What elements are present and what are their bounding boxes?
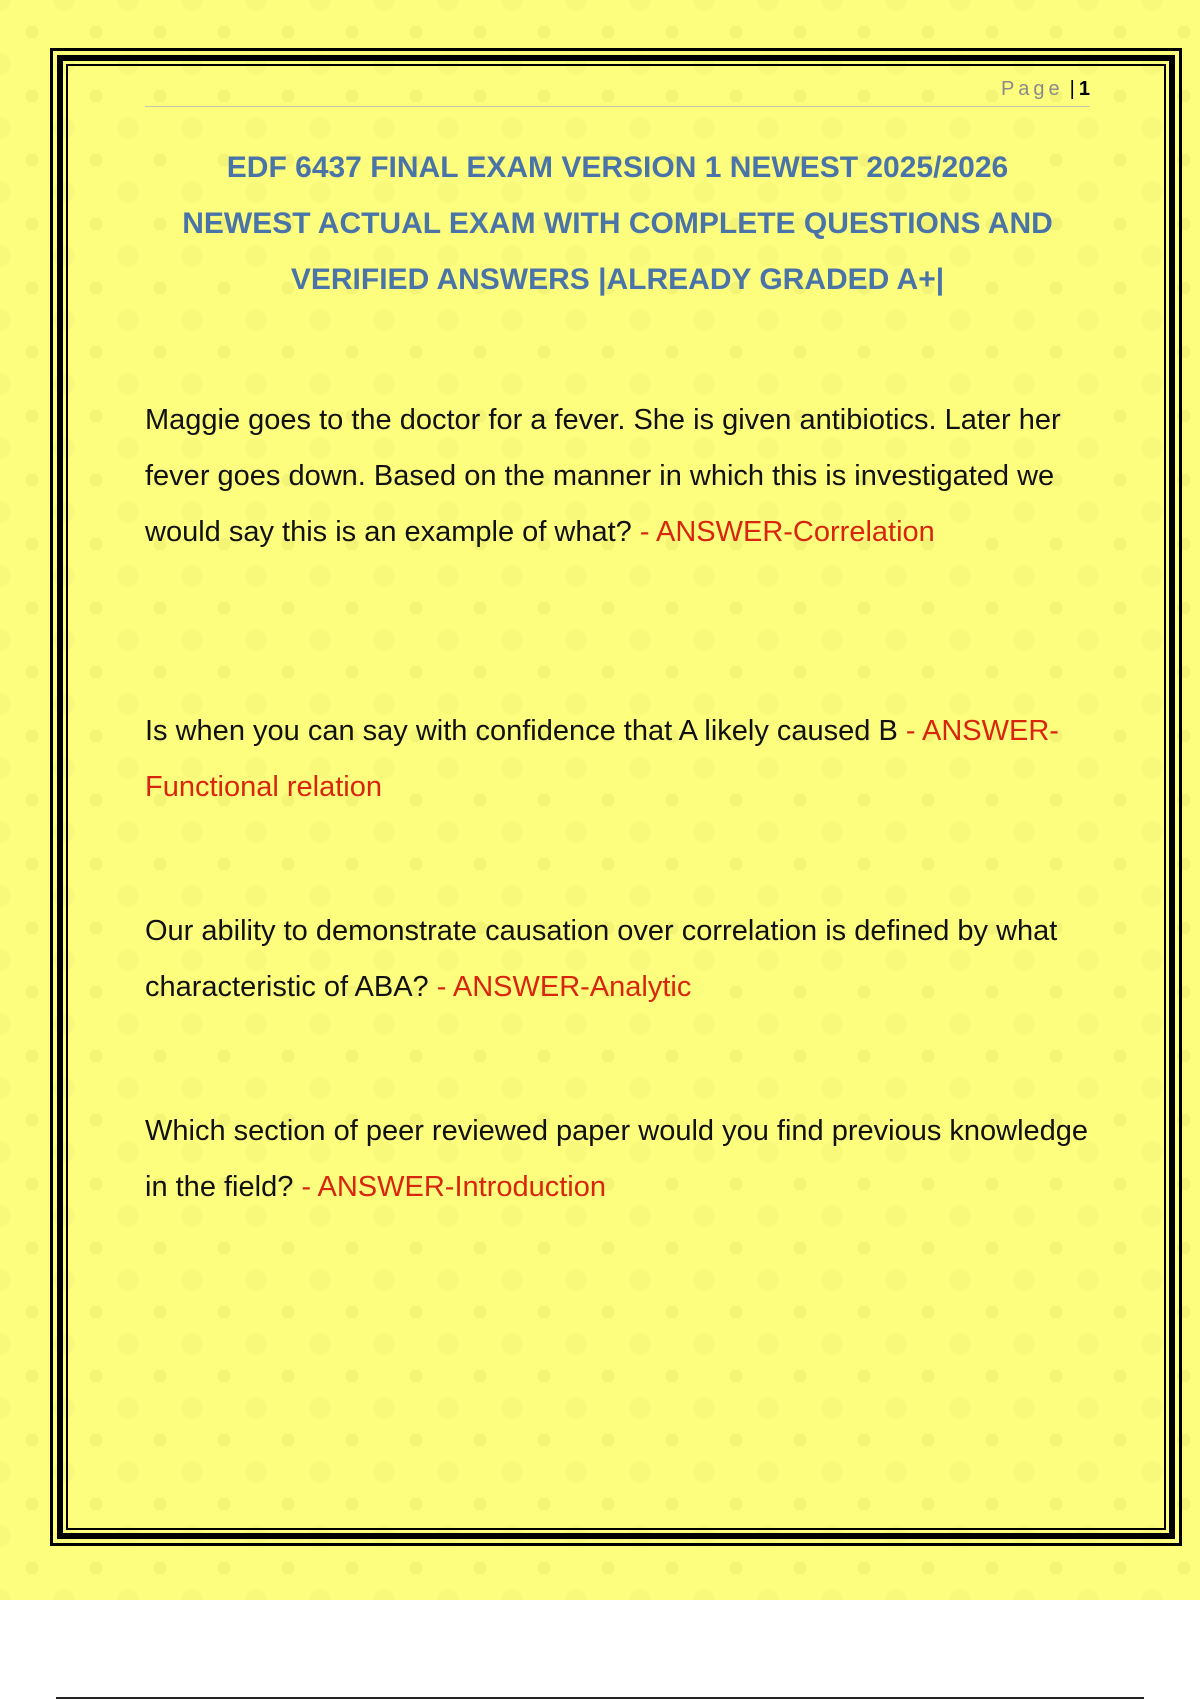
answer-text: - ANSWER-Introduction: [301, 1171, 606, 1203]
title-line-2: NEWEST ACTUAL EXAM WITH COMPLETE QUESTIONS AND: [182, 207, 1053, 240]
answer-text: - ANSWER-Correlation: [639, 516, 935, 548]
title-line-3: VERIFIED ANSWERS |ALREADY GRADED A+|: [290, 263, 945, 296]
qa-item-1: [145, 392, 1090, 560]
answer-text: - ANSWER-Functional relation: [145, 715, 1059, 803]
qa-item-3: [145, 903, 1090, 1015]
question-text: Which section of peer reviewed paper would you find previous knowledge in the field?: [145, 1115, 1089, 1203]
question-text: Our ability to demonstrate causation over correlation is defined by what characteristic of ABA?: [145, 915, 1058, 1003]
page-header: [145, 72, 1090, 107]
document-title: [130, 140, 1105, 308]
page-number: 1: [1078, 78, 1090, 100]
question-text: Maggie goes to the doctor for a fever. She is given antibiotics. Later her fever goes down. Based on the manner in which this is investigated we would say this is an example of what?: [145, 404, 1061, 548]
next-page-border-edge: [56, 1697, 1144, 1699]
qa-item-4: [145, 1103, 1090, 1215]
answer-text: - ANSWER-Analytic: [436, 971, 692, 1003]
page-label: Page: [1000, 78, 1064, 100]
question-text: Is when you can say with confidence that A likely caused B: [145, 715, 906, 747]
qa-item-2: [145, 703, 1090, 815]
title-line-1: EDF 6437 FINAL EXAM VERSION 1 NEWEST 2025/2026: [226, 151, 1009, 184]
page-separator: |: [1069, 78, 1075, 100]
